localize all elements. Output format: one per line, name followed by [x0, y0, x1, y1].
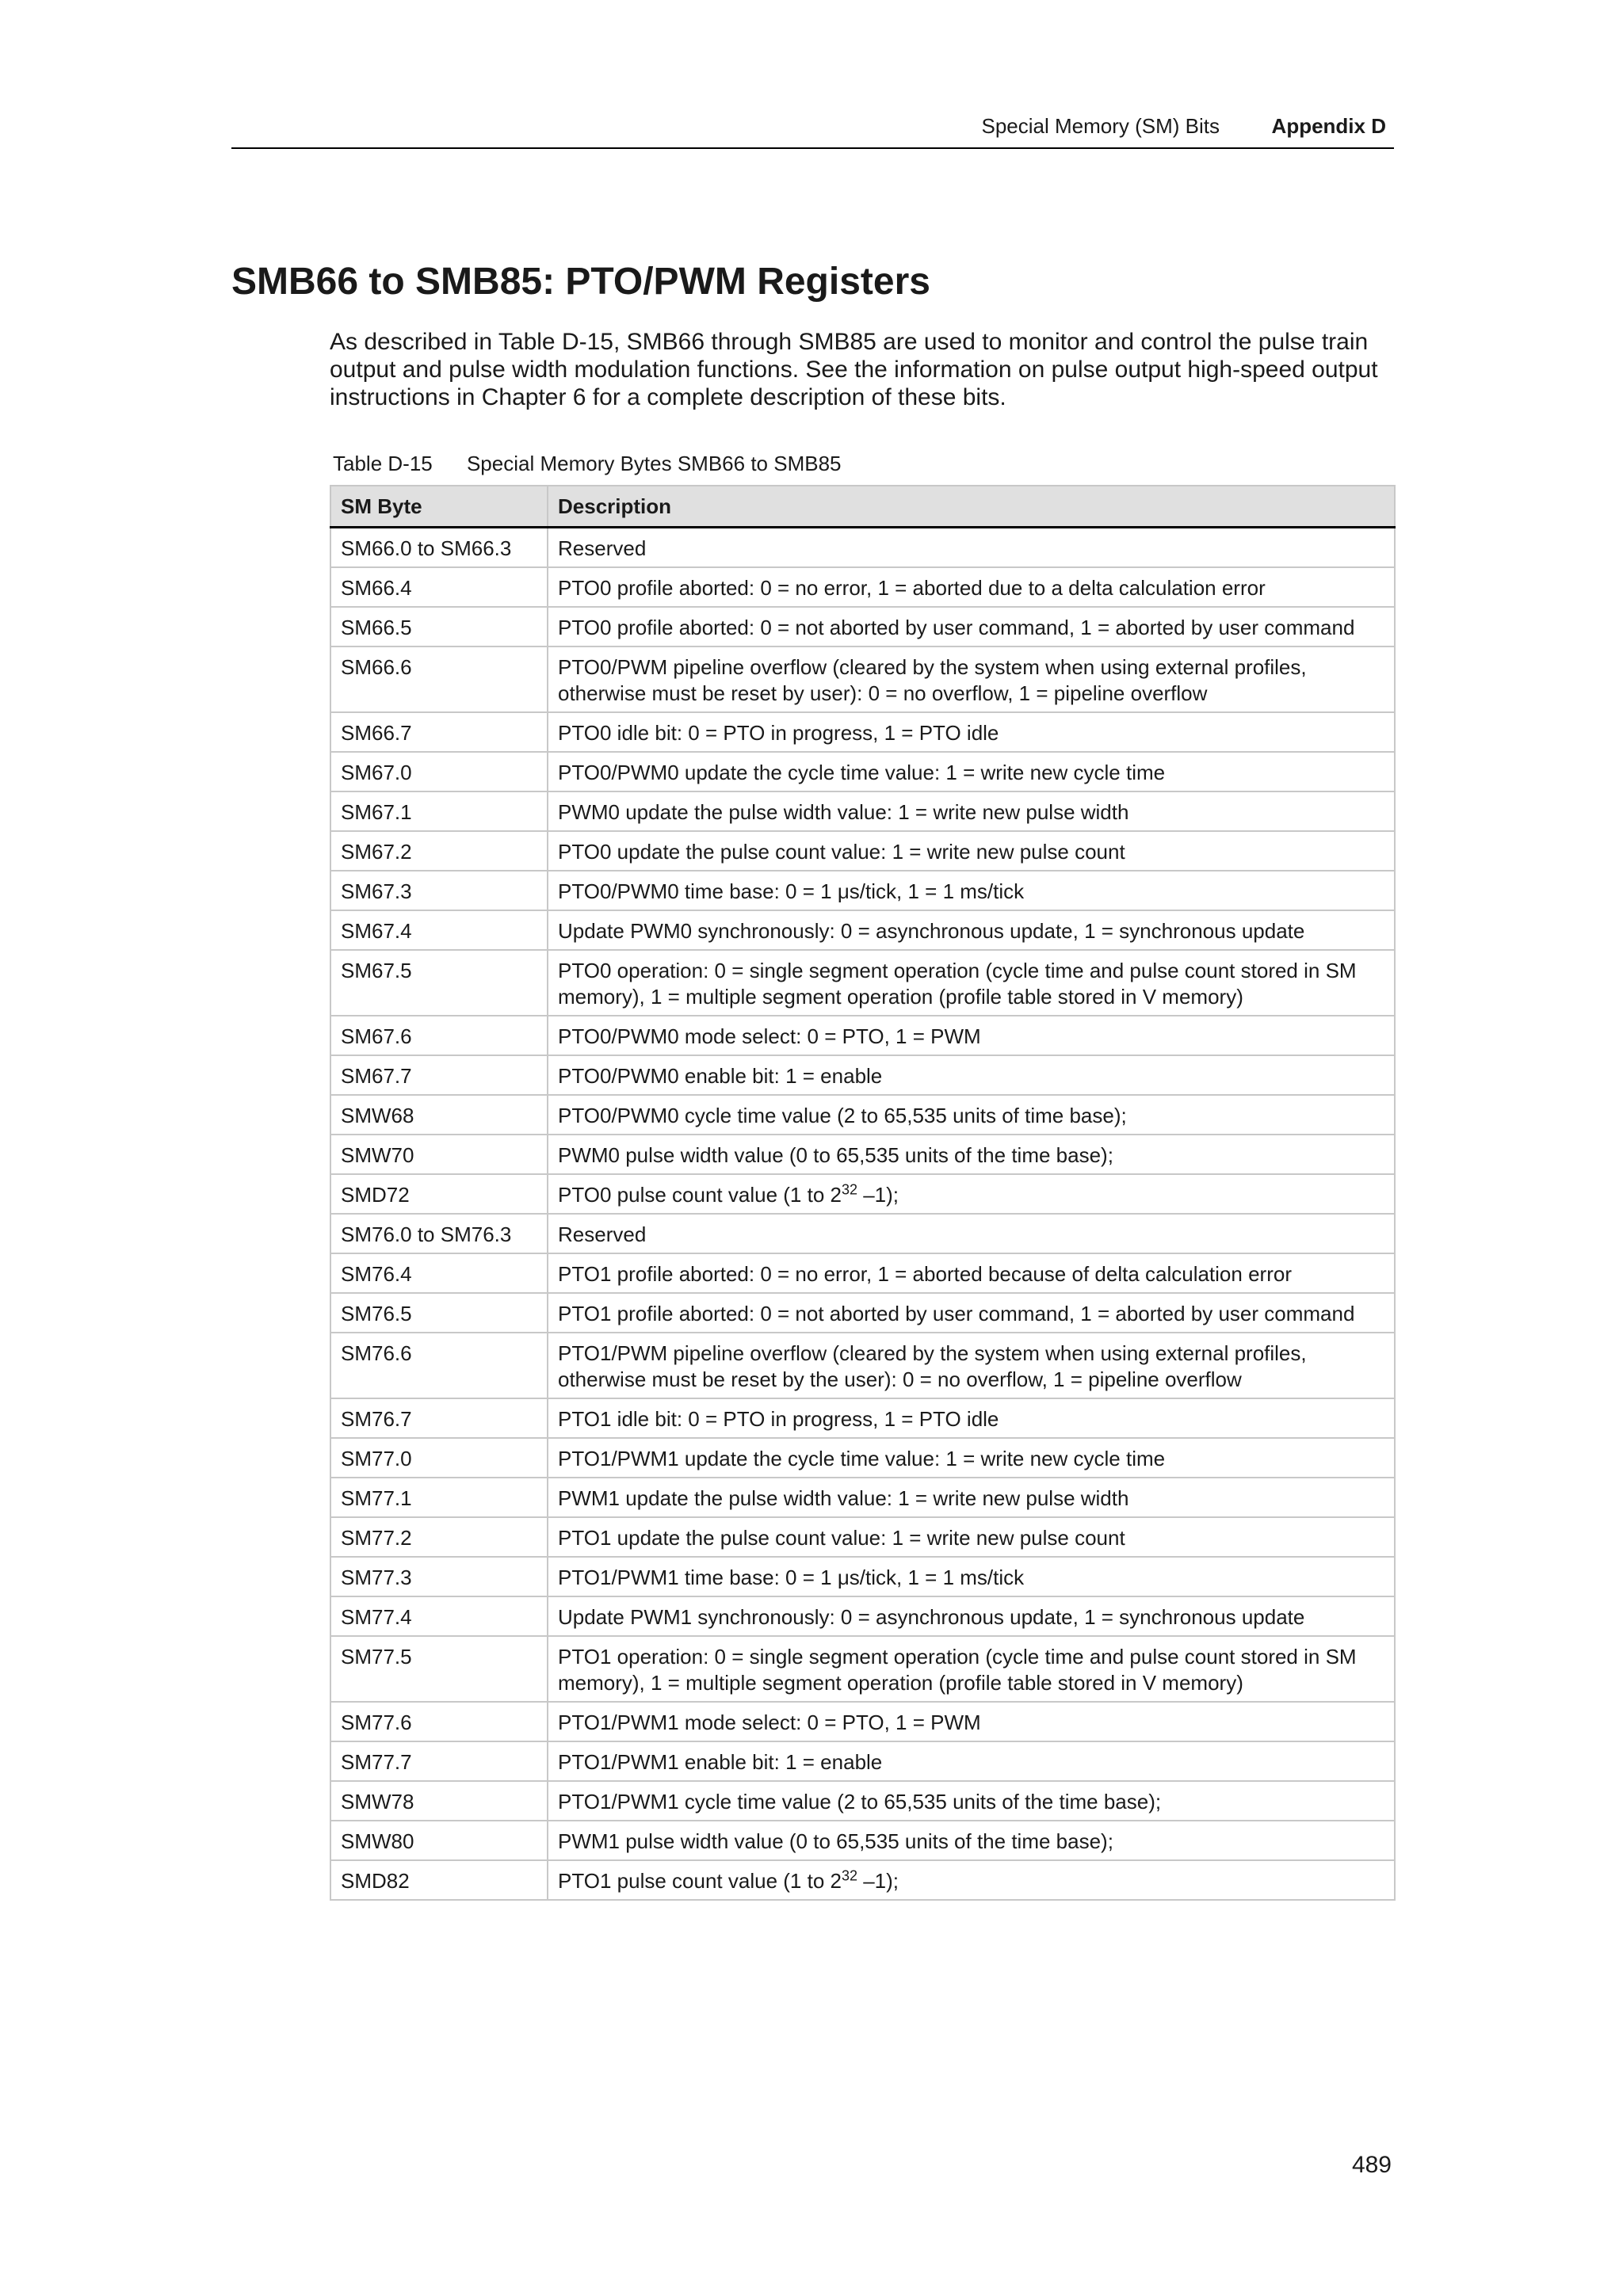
sm-byte-cell: SMW78: [330, 1781, 548, 1821]
description-cell: [548, 1860, 1395, 1900]
table-row: [330, 712, 1395, 752]
description-cell: PTO1 operation: 0 = single segment operation (cycle time and pulse count stored in SM memory), 1 = multiple segment operation (profile table stored in V memory): [548, 1636, 1395, 1702]
sm-byte-cell: SM77.6: [330, 1702, 548, 1741]
sm-byte-cell: SM67.2: [330, 831, 548, 871]
table-row: [330, 831, 1395, 871]
description-cell: Reserved: [548, 1214, 1395, 1253]
sm-byte-cell: SM66.7: [330, 712, 548, 752]
sm-byte-cell: SM77.0: [330, 1438, 548, 1478]
table-row: [330, 1478, 1395, 1517]
table-caption: [333, 452, 870, 476]
sm-byte-cell: SM66.6: [330, 646, 548, 712]
description-cell: PTO0/PWM0 time base: 0 = 1 μs/tick, 1 = 1 ms/tick: [548, 871, 1395, 910]
sm-byte-cell: SMD82: [330, 1860, 548, 1900]
sm-byte-cell: SM77.5: [330, 1636, 548, 1702]
table-header-row: [330, 486, 1395, 528]
sm-bytes-table: [330, 485, 1396, 1901]
sm-byte-cell: SM76.6: [330, 1333, 548, 1398]
table-row: [330, 1702, 1395, 1741]
description-cell: [548, 1174, 1395, 1214]
description-cell: PTO1 idle bit: 0 = PTO in progress, 1 = PTO idle: [548, 1398, 1395, 1438]
description-cell: Update PWM0 synchronously: 0 = asynchronous update, 1 = synchronous update: [548, 910, 1395, 950]
exponent: 32: [841, 1867, 857, 1884]
table-row: [330, 1517, 1395, 1557]
description-cell: PTO1/PWM1 enable bit: 1 = enable: [548, 1741, 1395, 1781]
table-row: [330, 1095, 1395, 1135]
running-header: [231, 113, 1394, 149]
sm-byte-cell: SM67.4: [330, 910, 548, 950]
sm-byte-cell: SM77.7: [330, 1741, 548, 1781]
description-cell: PWM1 update the pulse width value: 1 = write new pulse width: [548, 1478, 1395, 1517]
table-row: [330, 1135, 1395, 1174]
table-row: [330, 1438, 1395, 1478]
description-cell: PTO0/PWM0 update the cycle time value: 1 = write new cycle time: [548, 752, 1395, 791]
column-header-description: Description: [548, 486, 1395, 528]
table-row: [330, 1016, 1395, 1055]
sm-byte-cell: SM66.4: [330, 567, 548, 607]
sm-byte-cell: SM76.0 to SM76.3: [330, 1214, 548, 1253]
table-row: [330, 1741, 1395, 1781]
description-cell: PTO0 idle bit: 0 = PTO in progress, 1 = PTO idle: [548, 712, 1395, 752]
table-row: [330, 1398, 1395, 1438]
sm-byte-cell: SM67.7: [330, 1055, 548, 1095]
description-cell: PTO1/PWM pipeline overflow (cleared by the system when using external profiles, otherwise must be reset by the user): 0 = no overflow, 1 = pipeline overflow: [548, 1333, 1395, 1398]
sm-byte-cell: SM67.6: [330, 1016, 548, 1055]
table-row: [330, 1557, 1395, 1596]
sm-byte-cell: SM77.3: [330, 1557, 548, 1596]
table-row: [330, 528, 1395, 568]
description-cell: PTO1/PWM1 update the cycle time value: 1 = write new cycle time: [548, 1438, 1395, 1478]
table-row: [330, 1860, 1395, 1900]
header-section-title: Special Memory (SM) Bits: [981, 114, 1220, 138]
description-cell: PTO0 profile aborted: 0 = not aborted by user command, 1 = aborted by user command: [548, 607, 1395, 646]
sm-byte-cell: SMW80: [330, 1821, 548, 1860]
description-cell: PTO0/PWM0 mode select: 0 = PTO, 1 = PWM: [548, 1016, 1395, 1055]
table-row: [330, 1253, 1395, 1293]
description-cell: PTO0/PWM0 enable bit: 1 = enable: [548, 1055, 1395, 1095]
description-text-end: –1);: [857, 1869, 899, 1893]
description-cell: PTO0 profile aborted: 0 = no error, 1 = aborted due to a delta calculation error: [548, 567, 1395, 607]
table-row: [330, 607, 1395, 646]
table-row: [330, 1055, 1395, 1095]
table-row: [330, 1293, 1395, 1333]
sm-byte-cell: SM67.0: [330, 752, 548, 791]
sm-byte-cell: SM67.1: [330, 791, 548, 831]
table-row: [330, 871, 1395, 910]
table-row: [330, 1174, 1395, 1214]
description-cell: PWM0 pulse width value (0 to 65,535 units of the time base);: [548, 1135, 1395, 1174]
sm-byte-cell: SM77.2: [330, 1517, 548, 1557]
sm-byte-cell: SM76.4: [330, 1253, 548, 1293]
description-cell: PTO0/PWM pipeline overflow (cleared by the system when using external profiles, otherwise must be reset by user): 0 = no overflow, 1 = pipeline overflow: [548, 646, 1395, 712]
description-cell: PWM0 update the pulse width value: 1 = write new pulse width: [548, 791, 1395, 831]
sm-byte-cell: SM66.0 to SM66.3: [330, 528, 548, 568]
sm-byte-cell: SMD72: [330, 1174, 548, 1214]
table-row: [330, 752, 1395, 791]
description-cell: PTO1 profile aborted: 0 = no error, 1 = aborted because of delta calculation error: [548, 1253, 1395, 1293]
description-cell: PTO0 update the pulse count value: 1 = write new pulse count: [548, 831, 1395, 871]
sm-byte-cell: SMW70: [330, 1135, 548, 1174]
table-row: [330, 567, 1395, 607]
table-caption-label: Table D-15: [333, 452, 433, 475]
sm-byte-cell: SM66.5: [330, 607, 548, 646]
description-cell: PTO1/PWM1 mode select: 0 = PTO, 1 = PWM: [548, 1702, 1395, 1741]
description-cell: PTO1 update the pulse count value: 1 = write new pulse count: [548, 1517, 1395, 1557]
description-cell: PWM1 pulse width value (0 to 65,535 units of the time base);: [548, 1821, 1395, 1860]
table-row: [330, 950, 1395, 1016]
sm-byte-cell: SM67.3: [330, 871, 548, 910]
description-text: PTO0 pulse count value (1 to 2: [558, 1183, 842, 1207]
table-row: [330, 1821, 1395, 1860]
table-caption-title: Special Memory Bytes SMB66 to SMB85: [466, 452, 842, 475]
sm-byte-cell: SM76.7: [330, 1398, 548, 1438]
table-row: [330, 1636, 1395, 1702]
sm-byte-cell: SM77.4: [330, 1596, 548, 1636]
description-cell: PTO0 operation: 0 = single segment operation (cycle time and pulse count stored in SM memory), 1 = multiple segment operation (profile table stored in V memory): [548, 950, 1395, 1016]
column-header-sm-byte: SM Byte: [330, 486, 548, 528]
description-cell: Update PWM1 synchronously: 0 = asynchronous update, 1 = synchronous update: [548, 1596, 1395, 1636]
description-cell: Reserved: [548, 528, 1395, 568]
description-cell: PTO1/PWM1 cycle time value (2 to 65,535 units of the time base);: [548, 1781, 1395, 1821]
description-cell: PTO0/PWM0 cycle time value (2 to 65,535 units of time base);: [548, 1095, 1395, 1135]
table-row: [330, 1781, 1395, 1821]
intro-paragraph: As described in Table D-15, SMB66 through SMB85 are used to monitor and control the pulse train output and pulse width modulation functions. See the information on pulse output high-speed output instructions in Chapter 6 for a complete description of these bits.: [330, 329, 1378, 410]
table-row: [330, 1596, 1395, 1636]
description-cell: PTO1 profile aborted: 0 = not aborted by user command, 1 = aborted by user command: [548, 1293, 1395, 1333]
description-cell: PTO1/PWM1 time base: 0 = 1 μs/tick, 1 = 1 ms/tick: [548, 1557, 1395, 1596]
table-row: [330, 791, 1395, 831]
description-text-end: –1);: [857, 1183, 899, 1207]
table-row: [330, 1214, 1395, 1253]
table-row: [330, 1333, 1395, 1398]
page-number: 489: [1351, 2152, 1392, 2178]
section-title: SMB66 to SMB85: PTO/PWM Registers: [231, 261, 930, 303]
sm-byte-cell: SM77.1: [330, 1478, 548, 1517]
sm-byte-cell: SMW68: [330, 1095, 548, 1135]
sm-byte-cell: SM67.5: [330, 950, 548, 1016]
exponent: 32: [841, 1181, 857, 1198]
sm-byte-cell: SM76.5: [330, 1293, 548, 1333]
table-row: [330, 910, 1395, 950]
header-appendix-label: Appendix D: [1271, 114, 1386, 138]
description-text: PTO1 pulse count value (1 to 2: [558, 1869, 842, 1893]
table-row: [330, 646, 1395, 712]
